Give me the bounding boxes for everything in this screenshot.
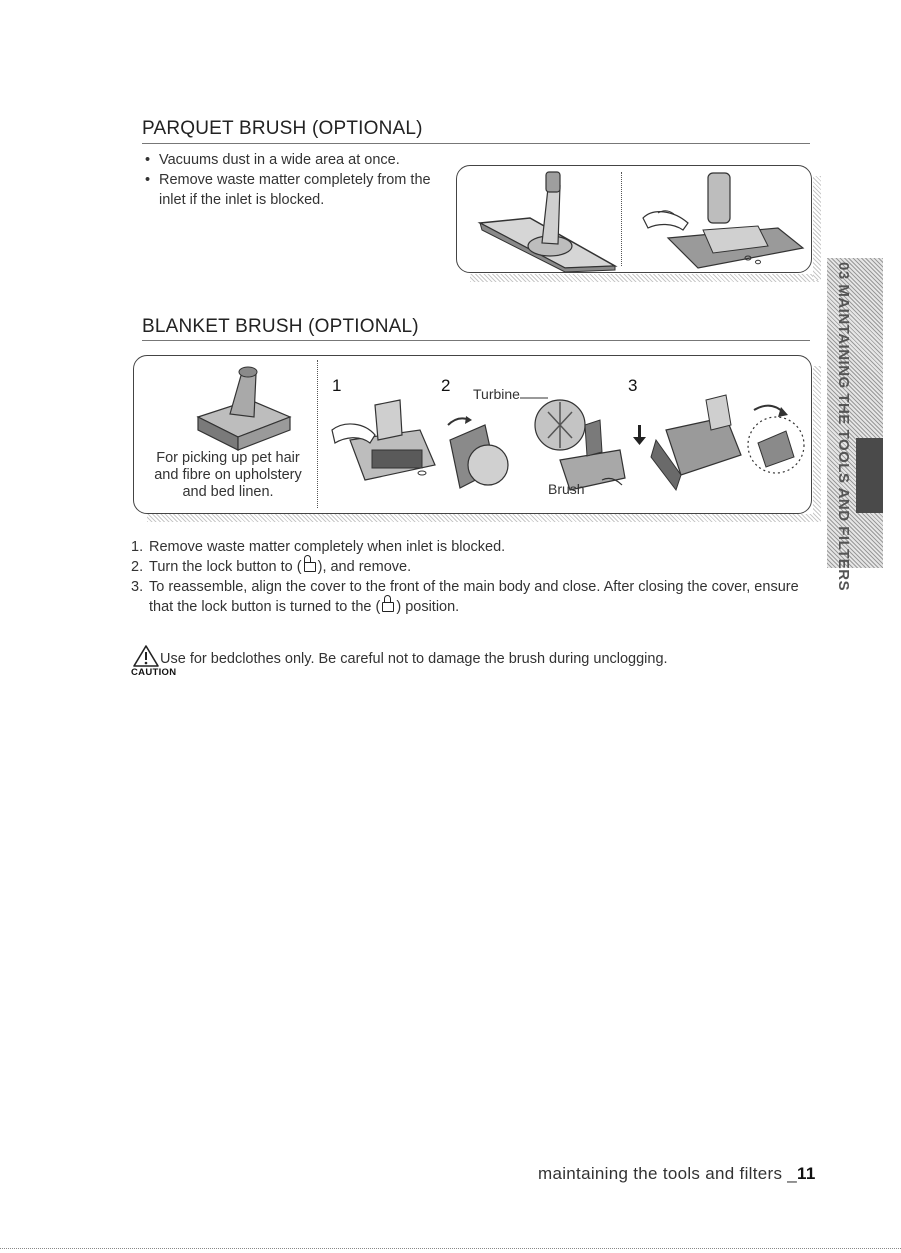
blanket-step-number-3: 3 bbox=[628, 376, 638, 395]
instruction-step-2-text-after: ), and remove. bbox=[317, 559, 412, 575]
instruction-step-3-text-before: To reassemble, align the cover to the front of the main body and close. After closing the cover, ensure that the lock button is turned to the ( bbox=[149, 579, 799, 615]
brush-label: Brush bbox=[548, 481, 585, 497]
chapter-side-tab-text: 03 MAINTAINING THE TOOLS AND FILTERS bbox=[835, 262, 852, 592]
instruction-step-1 bbox=[131, 537, 811, 557]
parquet-panel-shadow bbox=[470, 274, 820, 282]
parquet-panel-divider bbox=[621, 172, 622, 266]
parquet-section-title: PARQUET BRUSH (OPTIONAL) bbox=[142, 118, 423, 139]
blanket-step-number-2: 2 bbox=[441, 376, 451, 395]
blanket-section-title: BLANKET BRUSH (OPTIONAL) bbox=[142, 316, 419, 337]
caution-label: CAUTION bbox=[131, 667, 177, 678]
blanket-step-1-illustration bbox=[330, 395, 440, 495]
page-number: 11 bbox=[797, 1164, 816, 1183]
instruction-step-2-text-before: Turn the lock button to ( bbox=[149, 559, 302, 575]
warning-triangle-icon bbox=[133, 645, 159, 667]
instruction-step-2 bbox=[131, 557, 811, 577]
blanket-step-number-1: 1 bbox=[332, 376, 342, 395]
instruction-steps bbox=[131, 537, 811, 617]
parquet-bullet-2: • Remove waste matter completely from the inlet if the inlet is blocked. bbox=[143, 170, 443, 210]
chapter-side-tab-marker bbox=[856, 438, 883, 513]
lock-open-icon bbox=[304, 562, 316, 572]
blanket-caption-line-2: and fibre on upholstery bbox=[154, 467, 302, 483]
blanket-title-rule bbox=[142, 340, 810, 341]
lock-closed-icon bbox=[382, 602, 394, 612]
caution-text: Use for bedclothes only. Be careful not to damage the brush during unclogging. bbox=[160, 651, 668, 667]
blanket-caption-line-1: For picking up pet hair bbox=[156, 450, 300, 466]
parquet-title-rule bbox=[142, 143, 810, 144]
blanket-step-3-illustration bbox=[636, 395, 806, 495]
instruction-step-2-number: 2. bbox=[131, 559, 144, 575]
parquet-unclog-illustration bbox=[628, 168, 808, 273]
parquet-bullet-1: • Vacuums dust in a wide area at once. bbox=[143, 150, 443, 170]
parquet-brush-illustration bbox=[470, 168, 620, 268]
page-bottom-edge bbox=[0, 1248, 901, 1249]
page-footer bbox=[538, 1164, 816, 1184]
blanket-brush-illustration bbox=[190, 362, 300, 452]
instruction-step-1-text: Remove waste matter completely when inlet is blocked. bbox=[149, 539, 506, 555]
blanket-caption-line-3: and bed linen. bbox=[182, 484, 274, 500]
instruction-step-1-number: 1. bbox=[131, 539, 144, 555]
blanket-step-2-cover-illustration bbox=[440, 410, 520, 500]
blanket-panel-side-shadow bbox=[813, 366, 821, 522]
parquet-panel-side-shadow bbox=[813, 176, 821, 280]
footer-section-text: maintaining the tools and filters _ bbox=[538, 1164, 798, 1183]
blanket-panel-shadow bbox=[147, 514, 819, 522]
instruction-step-3 bbox=[131, 577, 811, 617]
parquet-bullets bbox=[143, 150, 443, 210]
turbine-label: Turbine bbox=[473, 386, 520, 402]
instruction-step-3-number: 3. bbox=[131, 579, 144, 595]
blanket-caption bbox=[140, 450, 316, 501]
instruction-step-3-text-after: ) position. bbox=[396, 599, 460, 615]
blanket-panel-divider bbox=[317, 360, 318, 508]
